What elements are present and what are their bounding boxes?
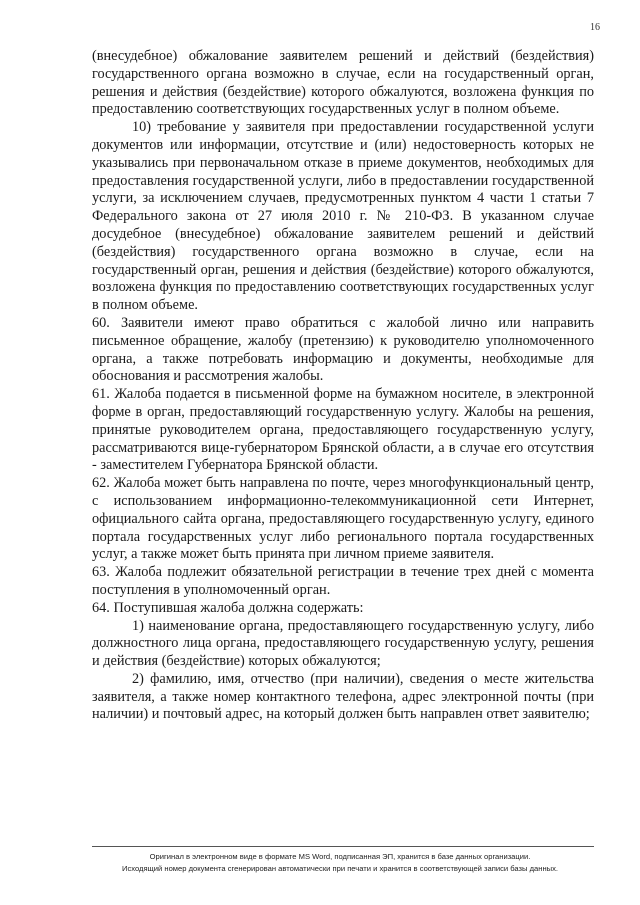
paragraph: 1) наименование органа, предоставляющего государственную услугу, либо должностного лица органа, предоставляющего государственную услугу, решения и действия (бездействие) которых обжалуются; — [92, 617, 594, 670]
paragraph: 2) фамилию, имя, отчество (при наличии), сведения о месте жительства заявителя, а также номер контактного телефона, адрес электронной почты (при наличии) и почтовый адрес, на который должен быть направлен ответ заявителю; — [92, 670, 594, 723]
paragraph: (внесудебное) обжалование заявителем решений и действий (бездействия) государственного органа возможно в случае, если на государственный орган, решения и действия (бездействие) которого обжалуются, возложена функция по предоставлению соответствующих государственных услуг в полном объеме. — [92, 48, 594, 118]
paragraph: 64. Поступившая жалоба должна содержать: — [92, 599, 364, 616]
paragraph: 10) требование у заявителя при предоставлении государственной услуги документов или информации, отсутствие и (или) недостоверность которых не указывались при первоначальном отказе в приеме документов, необходимых для предоставления государственной услуги, либо в предоставлении государственной услуги, за исключением случаев, предусмотренных пунктом 4 части 1 статьи 7 Федерального закона от 27 июля 2010 г. № 210-ФЗ. В указанном случае досудебное (внесудебное) обжалование заявителем решений и действий (бездействия) государственного органа возможно в случае, если на государственный орган, решения и действия (бездействие) которого обжалуются, возложена функция по предоставлению соответствующих государственных услуг в полном объеме. — [92, 119, 594, 314]
paragraph: 63. Жалоба подлежит обязательной регистрации в течение трех дней с момента поступления в уполномоченный орган. — [92, 564, 594, 598]
footer-divider — [92, 846, 594, 847]
footer-line: Исходящий номер документа сгенерирован автоматически при печати и хранится в соответствующей записи базы данных. — [121, 864, 558, 873]
paragraph: 60. Заявители имеют право обратиться с жалобой лично или направить письменное обращение, жалобу (претензию) к руководителю уполномоченного органа, а также потребовать информацию и документы, необходимые для обоснования и рассмотрения жалобы. — [92, 314, 594, 385]
document-body — [92, 48, 594, 724]
paragraph: 61. Жалоба подается в письменной форме на бумажном носителе, в электронной форме в орган, предоставляющий государственную услугу. Жалобы на решения, принятые руководителем органа, предоставляющего государственную услугу, рассматриваются вице-губернатором Брянской области, а в случае его отсутствия - заместителем Губернатора Брянской области. — [92, 386, 594, 474]
paragraph: 62. Жалоба может быть направлена по почте, через многофункциональный центр, с использованием информационно-телекоммуникационной сети Интернет, официального сайта органа, предоставляющего государственную услугу, единого портала государственных услуг либо регионального портала государственных услуг, а также может быть принята при личном приеме заявителя. — [92, 475, 594, 563]
footer — [60, 851, 620, 875]
footer-line: Оригинал в электронном виде в формате MS Word, подписанная ЭП, хранится в базе данных организации. — [149, 852, 531, 861]
page-number: 16 — [590, 22, 600, 33]
